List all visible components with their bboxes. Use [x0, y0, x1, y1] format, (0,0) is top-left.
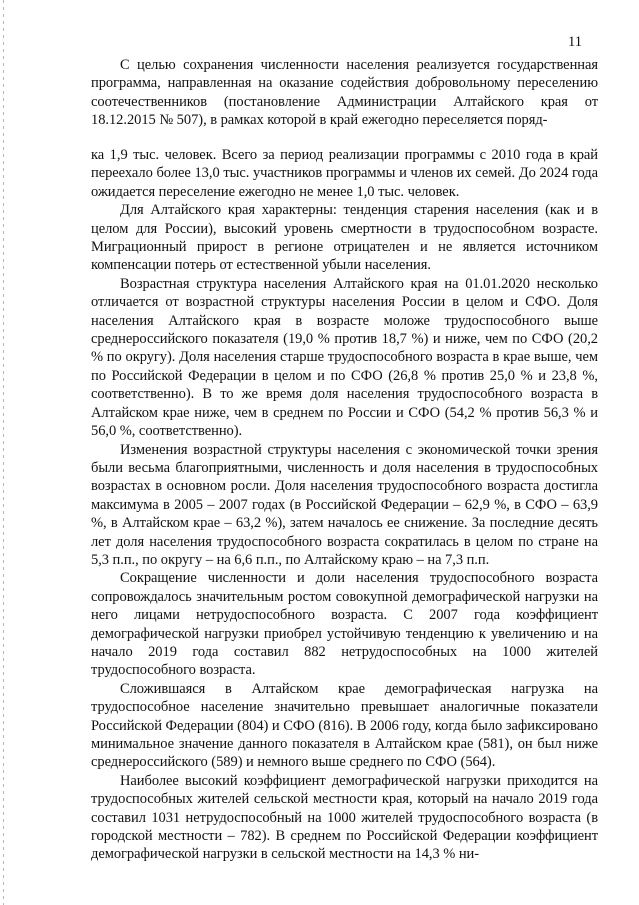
- paragraph-resettlement-part-2: ка 1,9 тыс. человек. Всего за период реализации программы с 2010 года в край переехало более 13,0 тыс. участников программы и членов их семей. До 2024 года ожидается переселение ежегодно не менее 1,0 тыс. человек.: [91, 147, 598, 200]
- paragraph-demographic-load-growth: Сокращение численности и доли населения трудоспособного возраста сопровождалось значительным ростом совокупной демографической нагрузки на него лицами нетрудоспособного возраста. С 2007 года коэффициент демографической нагрузки приобрел устойчивую тенденцию к увеличению и на начало 2019 года составил 882 нетрудоспособных на 1000 жителей трудоспособного возраста.: [91, 570, 598, 679]
- paragraph-age-structure: Возрастная структура населения Алтайского края на 01.01.2020 несколько отличается от возрастной структуры населения России в целом и СФО. Доля населения Алтайского края в возрасте моложе трудоспособного выше среднероссийского показателя (19,0 % против 18,7 %) и ниже, чем по СФО (20,2 % по округу). Доля населения старше трудоспособного возраста в крае выше, чем по Российской Федерации в целом и по СФО (26,8 % против 25,0 % и 23,8 %, соответственно). В то же время доля населения трудоспособного возраста в Алтайском крае ниже, чем в среднем по России и СФО (54,2 % против 56,3 % и 56,0 %, соответственно).: [91, 275, 598, 440]
- paragraph-population-aging: Для Алтайского края характерны: тенденция старения населения (как и в целом для России), высокий уровень смертности в трудоспособном возрасте. Миграционный прирост в регионе отрицателен и не является источником компенсации потерь от естественной убыли населения.: [91, 202, 598, 274]
- paragraph-working-age-changes: Изменения возрастной структуры населения с экономической точки зрения были весьма благоприятными, численность и доля населения в трудоспособных возрастах в основном росли. Доля населения трудоспособного возраста достигла максимума в 2005 – 2007 годах (в Российской Федерации – 62,9 %, в СФО – 63,9 %, в Алтайском крае – 63,2 %), затем началось ее снижение. За последние десять лет доля населения трудоспособного возраста сократилась в целом по стране на 5,3 п.п., по округу – на 6,6 п.п., по Алтайскому краю – на 7,3 п.п.: [91, 441, 598, 568]
- page-number: 11: [568, 34, 582, 50]
- paragraph-rural-demographic-load: Наиболее высокий коэффициент демографической нагрузки приходится на трудоспособных жителей сельской местности края, который на начало 2019 года составил 1031 нетрудоспособный на 1000 жителей трудоспособного возраста (в городской местности – 782). В среднем по Российской Федерации коэффициент демографической нагрузки в сельской местности на 14,3 % ни-: [91, 772, 598, 863]
- scan-edge: [3, 0, 4, 905]
- paragraph-demographic-load-comparison: Сложившаяся в Алтайском крае демографическая нагрузка на трудоспособное население значительно превышает аналогичные показатели Российской Федерации (804) и СФО (816). В 2006 году, когда было зафиксировано минимальное значение данного показателя в Алтайском крае (581), он был ниже среднероссийского (589) и немного выше среднего по СФО (564).: [91, 680, 598, 771]
- text-block-main: [91, 146, 598, 864]
- text-block-top: [91, 56, 598, 130]
- paragraph-resettlement-part-1: С целью сохранения численности населения реализуется государственная программа, направленная на оказание содействия добровольному переселению соотечественников (постановление Администрации Алтайского края от 18.12.2015 № 507), в рамках которой в край ежегодно переселяется поряд-: [91, 57, 598, 129]
